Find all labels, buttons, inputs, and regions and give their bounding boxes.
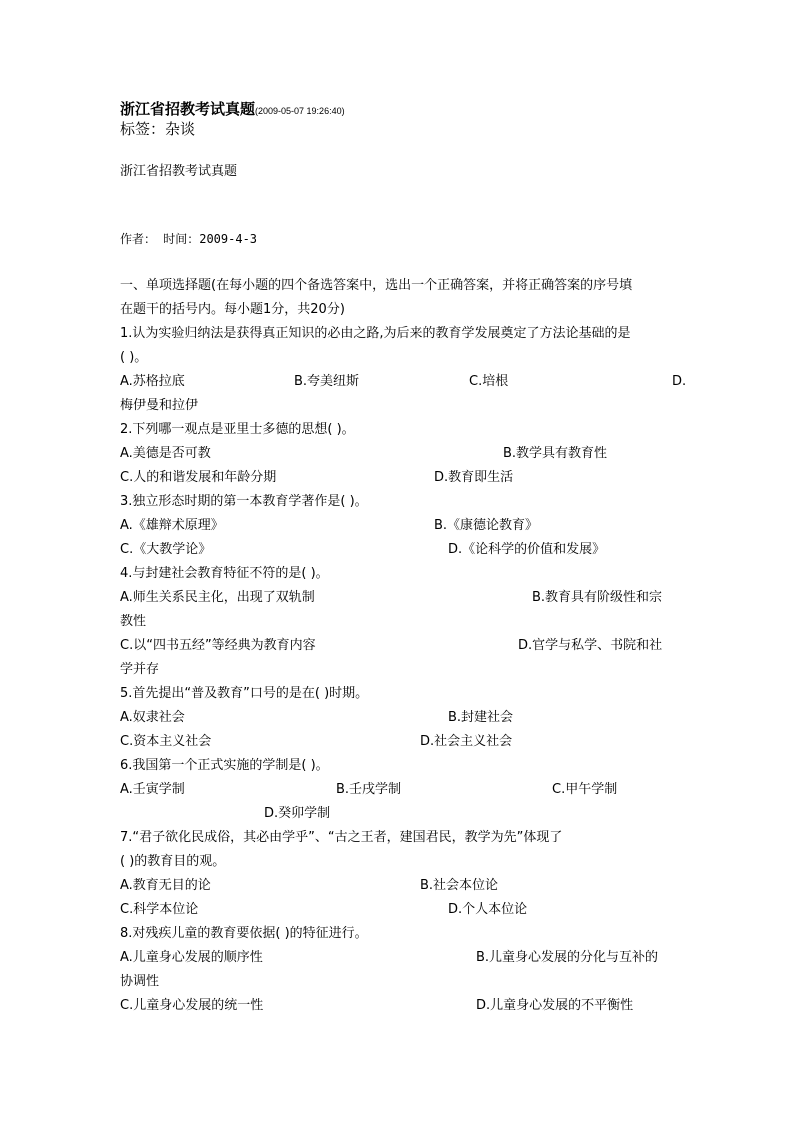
question-stem: 3.独立形态时期的第一本教育学著作是( )。 [120,494,368,509]
section-heading-line1: 一、单项选择题(在每小题的四个备选答案中，选出一个正确答案，并将正确答案的序号填 [120,278,633,293]
section-heading-line2: 在题干的括号内。每小题1分，共20分) [120,302,345,317]
option-b: B.儿童身心发展的分化与互补的 [476,950,659,965]
question-stem: 8.对残疾儿童的教育要依据( )的特征进行。 [120,926,368,941]
option-b: B.封建社会 [448,710,514,725]
post-timestamp: (2009-05-07 19:26:40) [255,106,345,116]
option-c: C.科学本位论 [120,902,199,917]
option-d: D. [672,374,687,389]
option-d: D.《论科学的价值和发展》 [448,542,606,557]
option-c: C.儿童身心发展的统一性 [120,998,264,1013]
option-d-cont: 梅伊曼和拉伊 [120,398,199,413]
question-stem: 6.我国第一个正式实施的学制是( )。 [120,758,329,773]
option-b: B.社会本位论 [420,878,499,893]
option-d: D.个人本位论 [448,902,528,917]
option-b: B.壬戌学制 [336,782,402,797]
question-stem: 5.首先提出“普及教育”口号的是在( )时期。 [120,686,369,701]
article-heading: 浙江省招教考试真题 [120,164,238,179]
tags-line: 标签：杂谈 [120,120,196,138]
option-a: A.师生关系民主化，出现了双轨制 [120,590,315,605]
option-d-cont: 学并存 [120,662,160,677]
option-b-cont: 教性 [120,614,147,629]
option-c: C.以“四书五经”等经典为教育内容 [120,638,316,653]
option-b: B.教学具有教育性 [503,446,608,461]
option-d: D.官学与私学、书院和社 [518,638,663,653]
option-a: A.教育无目的论 [120,878,211,893]
question-stem-cont: ( )的教育目的观。 [120,854,226,869]
option-a: A.《雄辩术原理》 [120,518,224,533]
question-stem: 1.认为实验归纳法是获得真正知识的必由之路,为后来的教育学发展奠定了方法论基础的是 [120,326,631,341]
option-b: B.《康德论教育》 [434,518,539,533]
option-a: A.儿童身心发展的顺序性 [120,950,263,965]
option-c: C.资本主义社会 [120,734,212,749]
option-a: A.苏格拉底 [120,374,185,389]
question-stem-cont: ( )。 [120,350,148,365]
blog-title: 浙江省招教考试真题(2009-05-07 19:26:40) [120,100,345,118]
option-b: B.教育具有阶级性和宗 [532,590,663,605]
option-a: A.壬寅学制 [120,782,185,797]
option-d: D.社会主义社会 [420,734,513,749]
option-d: D.癸卯学制 [264,806,331,821]
byline: 作者： 时间：2009-4-3 [120,232,258,246]
question-stem: 4.与封建社会教育特征不符的是( )。 [120,566,329,581]
option-b-cont: 协调性 [120,974,160,989]
option-b: B.夸美纽斯 [294,374,360,389]
question-stem: 2.下列哪一观点是亚里士多德的思想( )。 [120,422,355,437]
option-a: A.奴隶社会 [120,710,185,725]
option-c: C.甲午学制 [552,782,618,797]
option-c: C.《大教学论》 [120,542,212,557]
option-c: C.培根 [469,374,509,389]
question-stem: 7.“君子欲化民成俗，其必由学乎”、“古之王者，建国君民，教学为先”体现了 [120,830,563,845]
option-a: A.美德是否可教 [120,446,211,461]
option-d: D.儿童身心发展的不平衡性 [476,998,634,1013]
option-d: D.教育即生活 [434,470,514,485]
option-c: C.人的和谐发展和年龄分期 [120,470,277,485]
